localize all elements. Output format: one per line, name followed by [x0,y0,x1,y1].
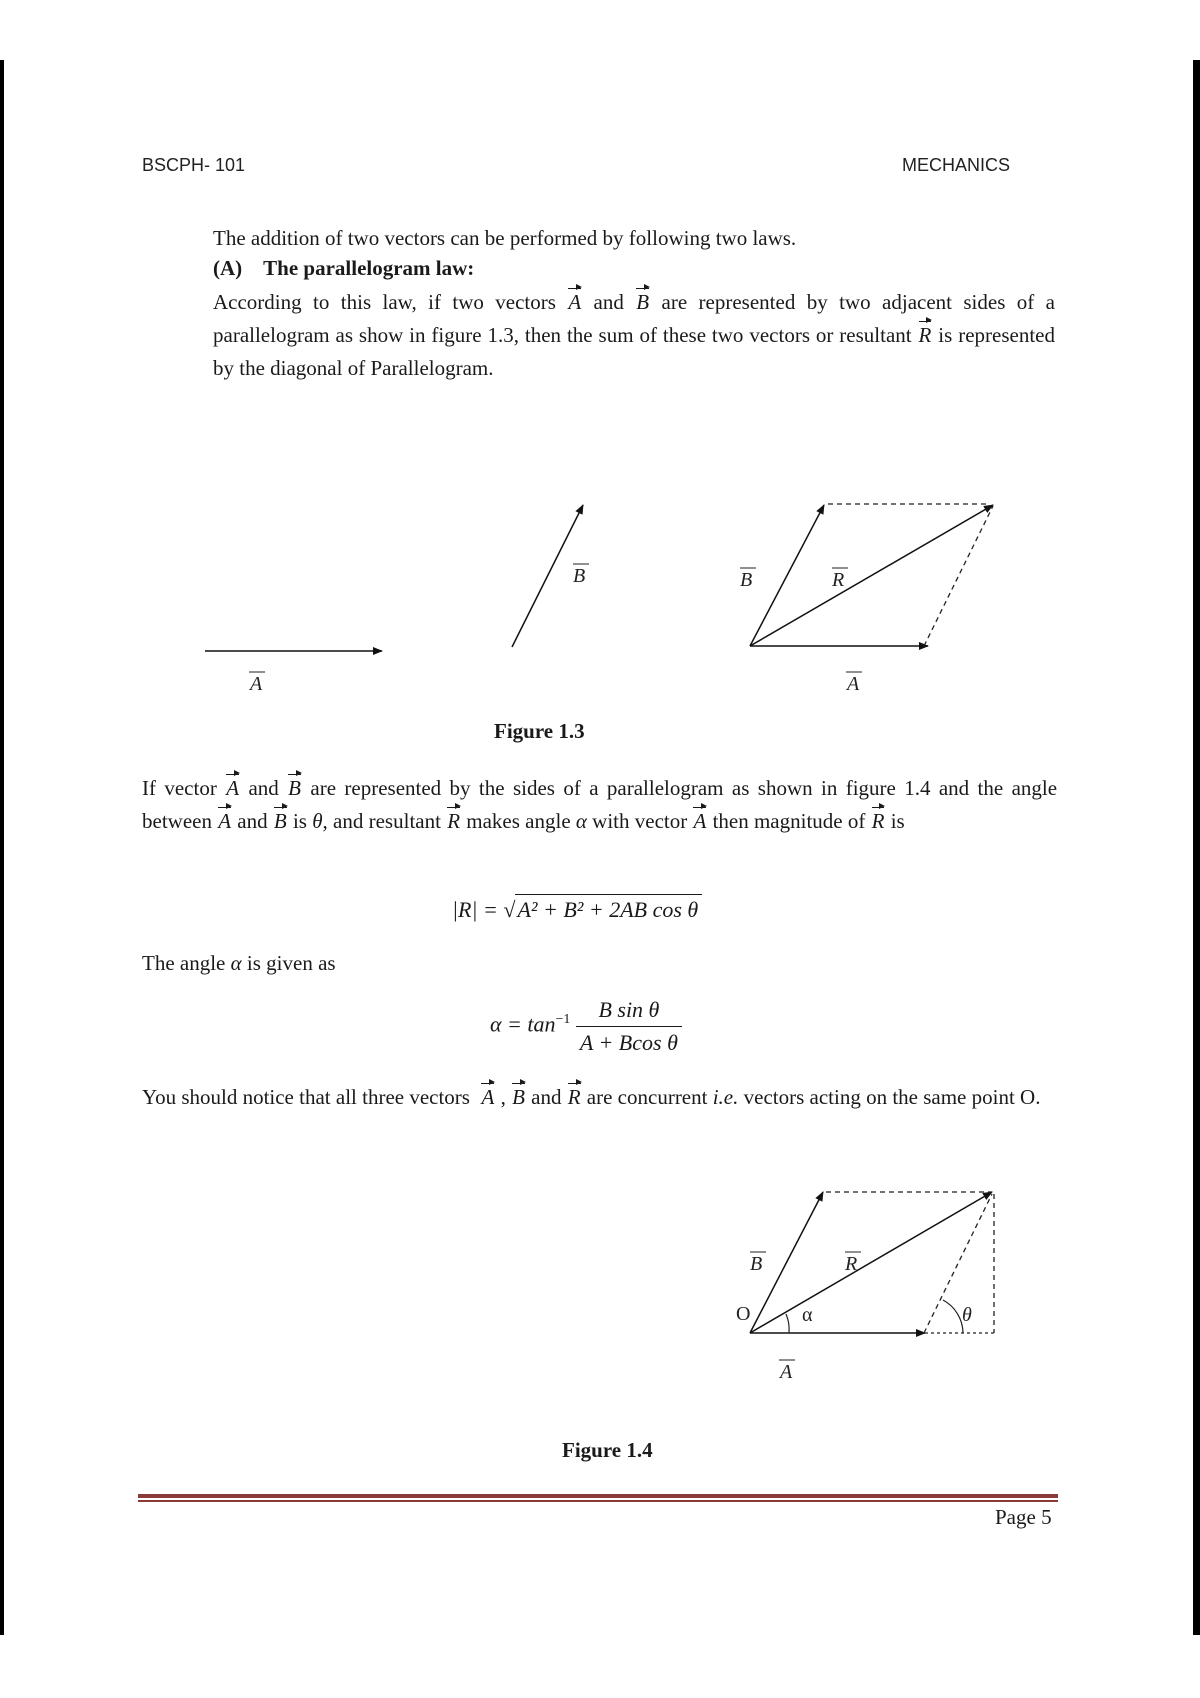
fig13-label-a: A [250,673,263,695]
p3-text-2: are concurrent [586,1085,708,1109]
p2-vector-b-2: B [273,805,288,838]
p2-text-9: then magnitude of [712,809,866,833]
law-text-3: are represented by two adjacent sides of a parallelogram as show in figure 1.3, then the sum of these two vectors or resultant [213,290,1056,347]
eq2-numerator: B sin θ [576,997,682,1027]
law-text-4: is represented by the diagonal of Parallelogram. [213,323,1055,380]
angle-text-1: The angle [142,951,226,975]
fig14-label-b: B [750,1253,763,1275]
p3-and: and [531,1085,562,1109]
p3-text-1: You should notice that all three vectors [142,1085,470,1109]
p2-vector-r-2: R [871,805,886,838]
eq1-radicand: A² + B² + 2AB cos θ [515,894,702,922]
header-subject: MECHANICS [902,155,1011,175]
fig13-label-b: B [573,565,586,587]
fig13-para-label-a: A [847,673,860,695]
fig14-theta-label: θ [962,1304,972,1326]
law-text-1: According to this law, if two vectors [213,290,556,314]
vector-b: B [635,286,650,319]
vector-r: R [918,319,933,352]
p3-vector-a: A [480,1081,495,1114]
fig14-origin-label: O [736,1303,751,1325]
p2-vector-a-2: A [217,805,232,838]
figure-1-3-caption: Figure 1.3 [494,719,585,743]
header-course-code: BSCPH- 101 [142,155,246,175]
p2-vector-b-1: B [287,772,302,805]
law-text-2: and [593,290,624,314]
angle-text-2: is given as [246,951,336,975]
p3-text-3: vectors acting on the same point O. [743,1085,1041,1109]
p2-text-2: and [248,776,279,800]
fig14-label-a: A [780,1361,793,1383]
section-label: (A) [213,256,243,280]
fig13-para-label-b: B [740,569,753,591]
p2-text-6: , and resultant [322,809,441,833]
p2-theta: θ [312,809,323,833]
p2-text-1: If vector [142,776,217,800]
p2-text-5: is [292,809,307,833]
figure-1-4-caption: Figure 1.4 [562,1438,653,1462]
fig13-para-label-r: R [832,569,845,591]
p2-vector-a-3: A [692,805,707,838]
eq1-lhs: |R| = [452,897,498,922]
fig14-dashed-diag [924,1194,992,1333]
footer-rule-thin [138,1500,1058,1502]
p2-text-4: and [237,809,268,833]
p3-vector-r: R [567,1081,582,1114]
eq2-denominator: A + Bcos θ [579,1030,678,1055]
p2-vector-r-1: R [446,805,461,838]
fig14-label-r: R [845,1253,858,1275]
angle-text-alpha: α [230,951,242,975]
eq2-lhs: α = tan [490,1011,556,1037]
footer-rule-thick [138,1494,1058,1498]
section-title: The parallelogram law: [263,256,475,280]
eq2-superscript: −1 [555,1012,571,1028]
p2-text-3: are represented by the sides of a parallelogram as shown in figure 1.4 and the angle between [142,776,1058,833]
fig14-alpha-arc [786,1314,789,1333]
p2-vector-a-1: A [225,772,240,805]
p2-text-8: with vector [592,809,688,833]
eq1-radical: √ [503,897,516,922]
intro-text: The addition of two vectors can be performed by following two laws. [213,226,797,250]
fig14-theta-arc [943,1300,963,1333]
p3-ie: i.e. [712,1085,739,1109]
vector-a: A [567,286,582,319]
fig14-alpha-label: α [802,1304,813,1326]
page-number: Page 5 [995,1505,1052,1529]
p2-text-10: is [890,809,905,833]
p2-text-7: makes angle [466,809,571,833]
p3-vector-b: B [511,1081,526,1114]
p2-alpha: α [575,809,587,833]
p3-comma: , [500,1085,506,1109]
